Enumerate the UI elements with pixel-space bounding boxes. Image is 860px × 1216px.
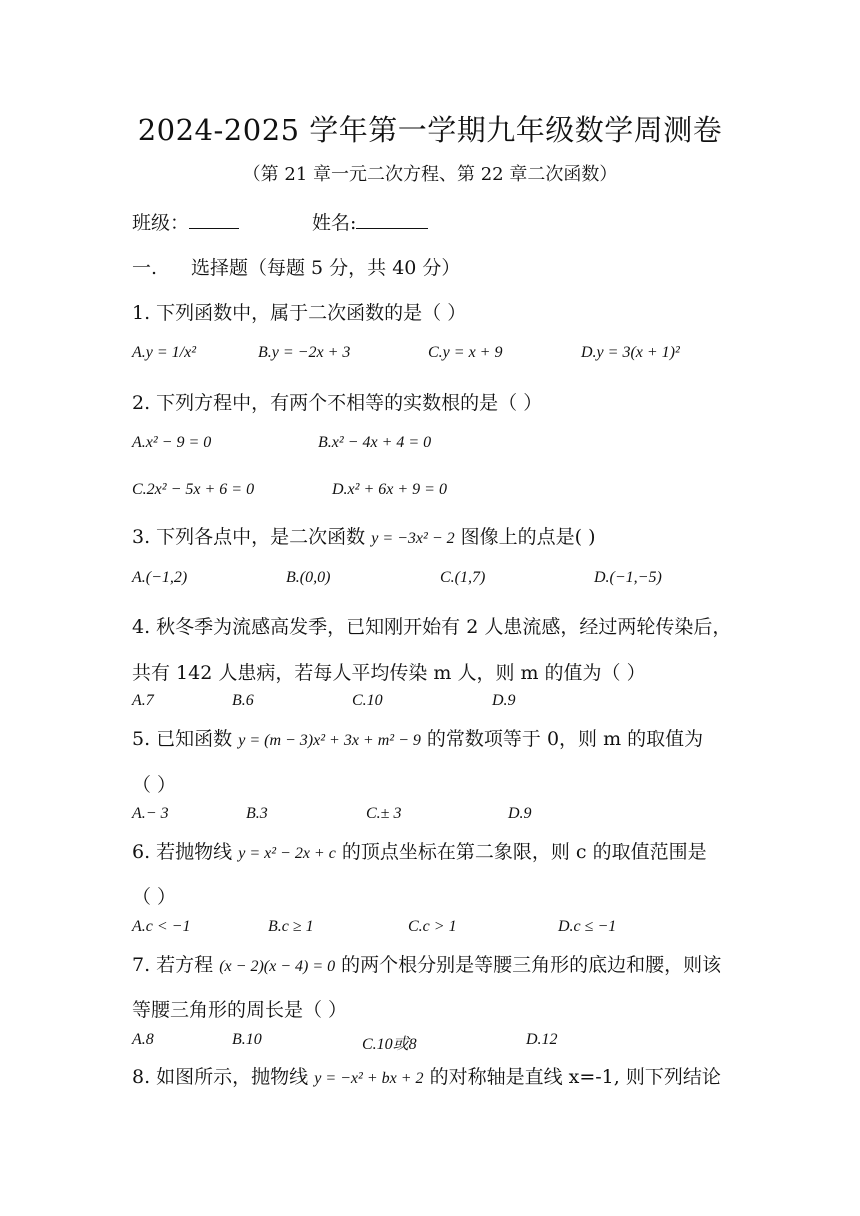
question-text: 的顶点坐标在第二象限，则 c 的取值范围是 [341,841,707,863]
option-d: D.9 [492,692,516,709]
option-d: D.x² + 6x + 9 = 0 [332,481,447,498]
option-b: B.x² − 4x + 4 = 0 [318,434,432,451]
option-c: C.10或8 [362,1036,417,1053]
function-formula: y = −x² + bx + 2 [314,1070,424,1087]
option-b: B.(0,0) [286,569,331,586]
question-stem [132,950,721,977]
option-d: D.c ≤ −1 [558,918,617,935]
name-field [312,208,428,235]
option-a: A.− 3 [132,805,169,822]
question-text: 7. 若方程 [132,954,214,976]
option-b: B.c ≥ 1 [268,918,314,935]
option-b: B.6 [232,692,254,709]
question-text: 5. 已知函数 [132,728,233,750]
option-a: A.8 [132,1031,154,1048]
option-c: C.(1,7) [440,569,486,586]
class-blank [189,210,239,229]
option-b: B.3 [246,805,268,822]
function-formula: y = −3x² − 2 [371,530,455,547]
question-stem-continued: 等腰三角形的周长是（ ） [132,999,348,1021]
option-b: B.y = −2x + 3 [258,344,351,361]
equation-formula: (x − 2)(x − 4) = 0 [219,958,336,975]
option-b: B.10 [232,1031,262,1048]
page-title: 2024-2025 学年第一学期九年级数学周测卷 [137,113,723,147]
function-formula: y = x² − 2x + c [238,845,336,862]
name-label: 姓名: [312,212,357,234]
option-d: D.(−1,−5) [594,569,662,586]
question-text: 的常数项等于 0，则 m 的取值为 [426,728,704,750]
question-stem-continued: 共有 142 人患病，若每人平均传染 m 人，则 m 的值为（ ） [132,662,646,684]
option-a: A.7 [132,692,154,709]
question-text: 8. 如图所示，抛物线 [132,1066,309,1088]
option-a: A.(−1,2) [132,569,188,586]
question-stem: 1. 下列函数中，属于二次函数的是（ ） [132,302,467,324]
option-d: D.12 [526,1031,558,1048]
option-d: D.y = 3(x + 1)² [581,344,680,361]
question-text: 图像上的点是( ) [460,526,596,548]
section-number: 一. [132,257,158,279]
option-c: C.2x² − 5x + 6 = 0 [132,481,255,498]
option-c: C.10 [352,692,383,709]
question-stem [132,522,596,549]
option-c: C.y = x + 9 [428,344,503,361]
name-blank [356,210,428,229]
question-text: 6. 若抛物线 [132,841,233,863]
question-stem: 2. 下列方程中，有两个不相等的实数根的是（ ） [132,392,543,414]
class-field [132,208,239,235]
page-subtitle: （第 21 章一元二次方程、第 22 章二次函数） [242,164,618,185]
question-stem [132,1062,721,1089]
answer-brackets: （ ） [132,886,177,908]
section-title: 选择题（每题 5 分，共 40 分） [191,257,461,279]
question-stem: 4. 秋冬季为流感高发季，已知刚开始有 2 人患流感，经过两轮传染后， [132,616,732,638]
option-a: A.y = 1/x² [132,344,197,361]
option-a: A.x² − 9 = 0 [132,434,212,451]
option-c: C.c > 1 [408,918,457,935]
option-a: A.c < −1 [132,918,191,935]
question-text: 3. 下列各点中，是二次函数 [132,526,366,548]
question-stem [132,837,707,864]
option-d: D.9 [508,805,532,822]
answer-brackets: （ ） [132,774,177,796]
question-text: 的两个根分别是等腰三角形的底边和腰，则该 [341,954,722,976]
class-label: 班级： [132,212,190,234]
question-text: 的对称轴是直线 x=-1, 则下列结论 [429,1066,721,1088]
question-stem [132,724,703,751]
option-c: C.± 3 [366,805,402,822]
function-formula: y = (m − 3)x² + 3x + m² − 9 [238,732,421,749]
